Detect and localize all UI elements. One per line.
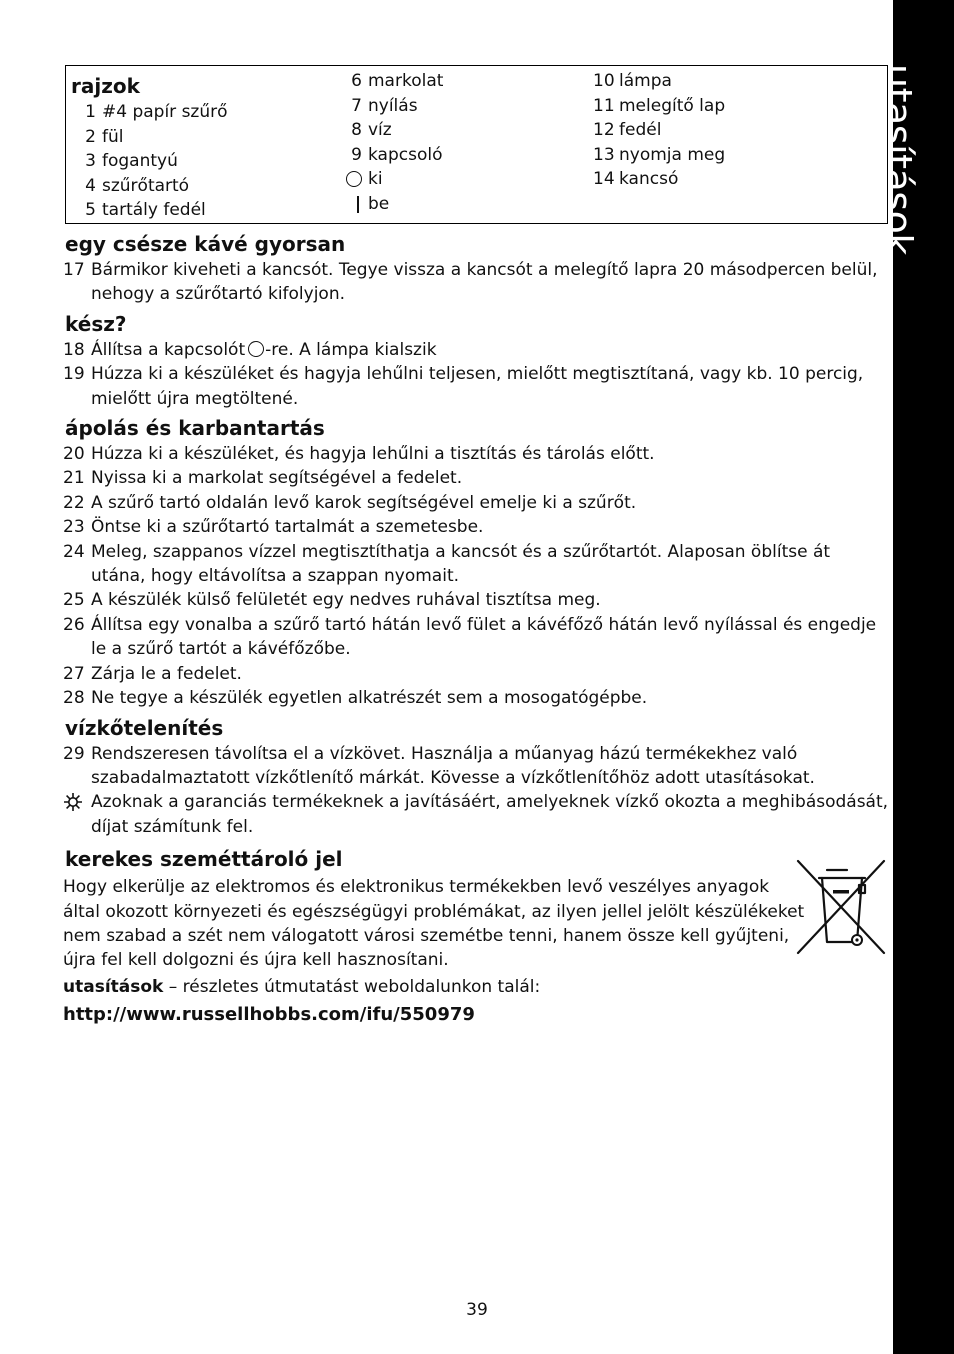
parts-item: 1 #4 papír szűrő xyxy=(85,102,228,122)
section-heading-waste: kerekes szeméttároló jel xyxy=(65,847,343,872)
on-symbol-icon xyxy=(357,196,360,213)
parts-column-3 xyxy=(593,69,725,192)
parts-item: 9 kapcsoló xyxy=(351,144,443,165)
instruction-item: 24 Meleg, szappanos vízzel megtisztíthatja a kancsót és a szűrőtartót. Alaposan öblítse át utána, hogy eltávolítsa a szappan nyomait. xyxy=(63,541,831,587)
parts-item: 4 szűrőtartó xyxy=(85,175,190,196)
parts-item: 6 markolat xyxy=(351,71,444,91)
instruction-item: 21 Nyissa ki a markolat segítségével a fedelet. xyxy=(63,468,463,489)
parts-item: 13 nyomja meg xyxy=(593,144,726,165)
instruction-item: 26 Állítsa egy vonalba a szűrő tartó hátán levő fület a kávéfőző hátán levő nyílással és engedje le a szűrő tartót a kávéfőzőbe. xyxy=(63,614,877,660)
parts-item: 7 nyílás xyxy=(351,95,418,116)
instructions-content xyxy=(63,227,889,1028)
instruction-item: 22 A szűrő tartó oldalán levő karok segítségével emelje ki a szűrőt. xyxy=(63,492,637,513)
parts-title: rajzok xyxy=(71,74,140,98)
online-instructions-line: utasítások – részletes útmutatást weboldalunkon talál: xyxy=(63,976,541,997)
parts-item: 10 lámpa xyxy=(593,71,672,91)
parts-item: 12 fedél xyxy=(593,120,662,141)
parts-item-on: be xyxy=(341,192,443,217)
parts-item: 5 tartály fedél xyxy=(85,200,206,221)
instruction-item: 29 Rendszeresen távolítsa el a vízkövet. Használja a műanyag házú termékekhez való szabadalmaztatott vízkőtlenítő márkát. Kövesse a vízkőtlenítőhöz adott utasításokat. xyxy=(63,743,815,788)
waste-paragraph: Hogy elkerülje az elektromos és elektronikus termékekben levő veszélyes anyagok által okozott környezeti és egészségügyi problémákat, az ilyen jellel jelölt készülékeket nem szabad a szét nem válogatott városi szemétbe tenni, hanem össze kell gyűjteni, újra fel kell dolgozni és újra kell hasznosítani. xyxy=(63,877,805,971)
parts-item-off: ki xyxy=(341,167,443,192)
instruction-item: 28 Ne tegye a készülék egyetlen alkatrészét sem a mosogatógépbe. xyxy=(63,688,648,709)
instruction-item: 23 Öntse ki a szűrőtartó tartalmát a szemetesbe. xyxy=(63,517,484,538)
section-heading-care: ápolás és karbantartás xyxy=(65,416,325,441)
section-heading-ready: kész? xyxy=(65,311,127,336)
parts-item: 14 kancsó xyxy=(593,169,679,190)
side-tab-label: utasítások xyxy=(876,64,920,255)
instruction-item: 19 Húzza ki a készüléket és hagyja lehűlni teljesen, mielőtt megtisztítaná, vagy kb. 10 percig, mielőtt újra megtöltené. xyxy=(63,364,864,409)
off-symbol-icon xyxy=(248,341,264,357)
instruction-item: 25 A készülék külső felületét egy nedves ruhával tisztítsa meg. xyxy=(63,590,601,611)
instruction-item: 27 Zárja le a fedelet. xyxy=(63,663,242,684)
page-number: 39 xyxy=(466,1300,488,1320)
section-heading-descale: vízkőtelenítés xyxy=(65,715,224,740)
instruction-item: 17 Bármikor kiveheti a kancsót. Tegye vissza a kancsót a melegítő lapra 20 másodpercen belül, nehogy a szűrőtartó kifolyjon. xyxy=(63,260,878,305)
warning-item: Azoknak a garanciás termékeknek a javításáért, amelyeknek vízkő okozta a meghibásodását, díjat számítunk fel. xyxy=(63,790,889,839)
off-symbol-icon xyxy=(346,171,362,187)
instruction-item: 20 Húzza ki a készüléket, és hagyja lehűlni a tisztítás és tárolás előtt. xyxy=(63,444,655,465)
parts-box xyxy=(65,65,888,224)
parts-column-2 xyxy=(341,69,443,217)
parts-item: 11 melegítő lap xyxy=(593,95,726,116)
parts-item: 8 víz xyxy=(351,120,392,141)
sun-warning-icon xyxy=(63,792,83,812)
section-heading-quick-cup: egy csésze kávé gyorsan xyxy=(65,232,346,256)
instruction-item: 18 Állítsa a kapcsolót -re. A lámpa kialszik xyxy=(63,339,437,360)
parts-item: 2 fül xyxy=(85,126,124,147)
parts-column-1 xyxy=(71,69,228,223)
crossed-wheelie-bin-icon xyxy=(795,858,887,956)
parts-item: 3 fogantyú xyxy=(85,151,178,172)
instructions-url-link[interactable]: http://www.russellhobbs.com/ifu/550979 xyxy=(63,1004,475,1026)
